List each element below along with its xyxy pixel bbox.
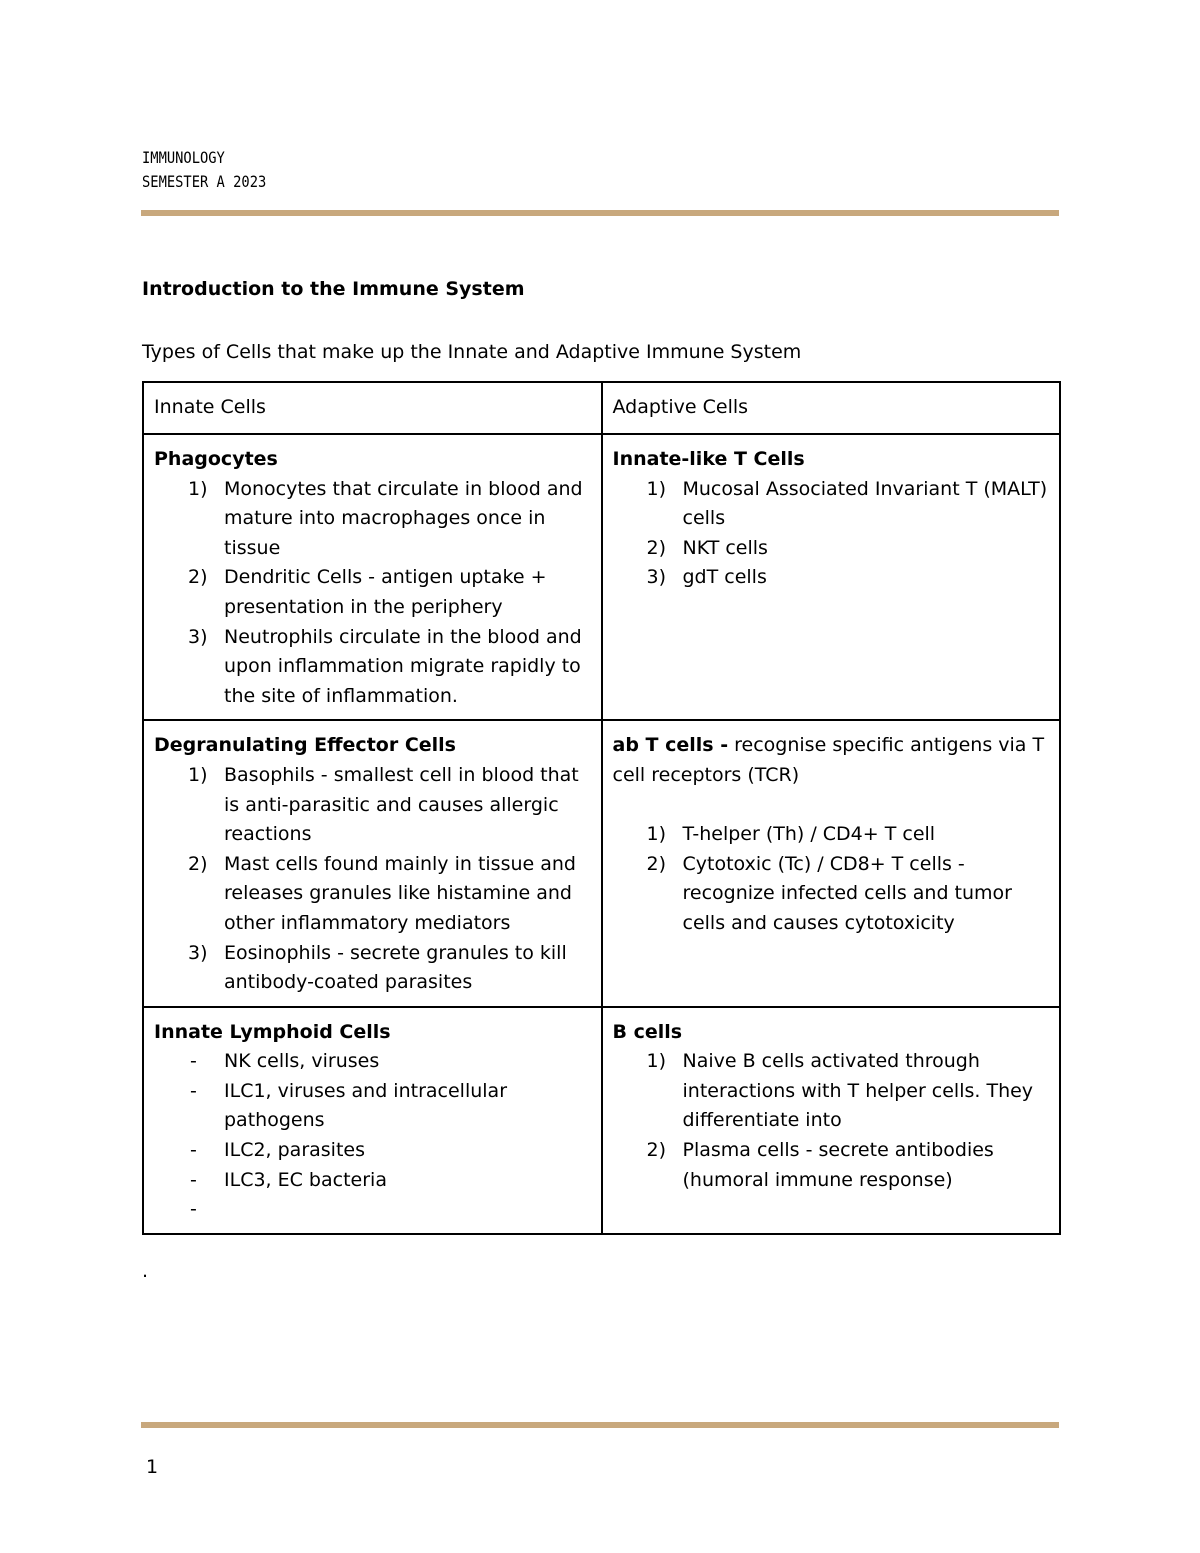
list-item: 1) Mucosal Associated Invariant T (MALT) cells [646, 477, 1048, 530]
list [613, 820, 1050, 938]
cell-innate-like-t-cells [602, 434, 1061, 720]
cell-intro [613, 731, 1050, 790]
header-innate-cells: Innate Cells [143, 382, 602, 434]
list-item: - [190, 1198, 197, 1221]
cell-ab-t-cells [602, 720, 1061, 1006]
cell-degranulating-effector-cells [143, 720, 602, 1006]
table-caption: Types of Cells that make up the Innate and Adaptive Immune System [142, 341, 802, 363]
section-title: Introduction to the Immune System [142, 278, 525, 300]
list-item: 2) NKT cells [646, 536, 768, 559]
list-item: 1) Monocytes that circulate in blood and mature into macrophages once in tissue [188, 477, 583, 559]
list-item: 2) Mast cells found mainly in tissue and releases granules like histamine and other inflammatory mediators [188, 852, 576, 934]
list [154, 475, 591, 712]
semester-label: SEMESTER A 2023 [142, 172, 267, 191]
list [613, 475, 1050, 593]
cell-title: Degranulating Effector Cells [154, 734, 456, 757]
list-item: - NK cells, viruses [190, 1050, 380, 1073]
cell-title: Phagocytes [154, 448, 278, 470]
list-item: 1) Basophils - smallest cell in blood that is anti-parasitic and causes allergic reactions [188, 763, 579, 846]
cell-b-cells [602, 1007, 1061, 1234]
list-item: 3) Neutrophils circulate in the blood and upon inflammation migrate rapidly to the site of inflammation. [188, 625, 582, 707]
page-number: 1 [146, 1456, 159, 1478]
list-item: 3) Eosinophils - secrete granules to kill antibody-coated parasites [188, 941, 567, 994]
immune-cells-table [142, 381, 1061, 1235]
cell-title: B cells [612, 1020, 683, 1043]
cell-title: ab T cells - [612, 734, 729, 757]
header-adaptive-cells: Adaptive Cells [602, 382, 1061, 434]
cell-description: recognise specific antigens via T cell receptors (TCR) [612, 734, 1045, 786]
trailing-dot: . [142, 1260, 149, 1282]
spacer [613, 791, 1050, 821]
course-name: IMMUNOLOGY [142, 148, 225, 167]
list-item: 2) Cytotoxic (Tc) / CD8+ T cells - recognize infected cells and tumor cells and causes cytotoxicity [646, 852, 1012, 934]
cell-phagocytes [143, 434, 602, 720]
list-item: 2) Dendritic Cells - antigen uptake + presentation in the periphery [188, 566, 547, 618]
header-divider [141, 210, 1059, 216]
table-row [143, 720, 1060, 1006]
list-item: 1) T-helper (Th) / CD4+ T cell [646, 823, 936, 846]
table-header-row [143, 382, 1060, 434]
cell-innate-lymphoid-cells [143, 1007, 602, 1234]
cell-title: Innate-like T Cells [612, 448, 805, 470]
list-item: - ILC2, parasites [190, 1139, 365, 1162]
list-item: 3) gdT cells [646, 566, 767, 589]
list-item: - ILC1, viruses and intracellular pathogens [190, 1079, 508, 1132]
list [154, 761, 591, 998]
cell-title: Innate Lymphoid Cells [154, 1020, 391, 1043]
document-header [142, 146, 287, 194]
list-item: 1) Naive B cells activated through interactions with T helper cells. They differentiate into [646, 1050, 1034, 1132]
table-row [143, 1007, 1060, 1234]
table-row [143, 434, 1060, 720]
footer-divider [141, 1422, 1059, 1428]
list-item: - ILC3, EC bacteria [190, 1168, 387, 1191]
list [154, 1047, 591, 1225]
list-item: 2) Plasma cells - secrete antibodies (humoral immune response) [646, 1139, 994, 1191]
list [613, 1047, 1050, 1195]
